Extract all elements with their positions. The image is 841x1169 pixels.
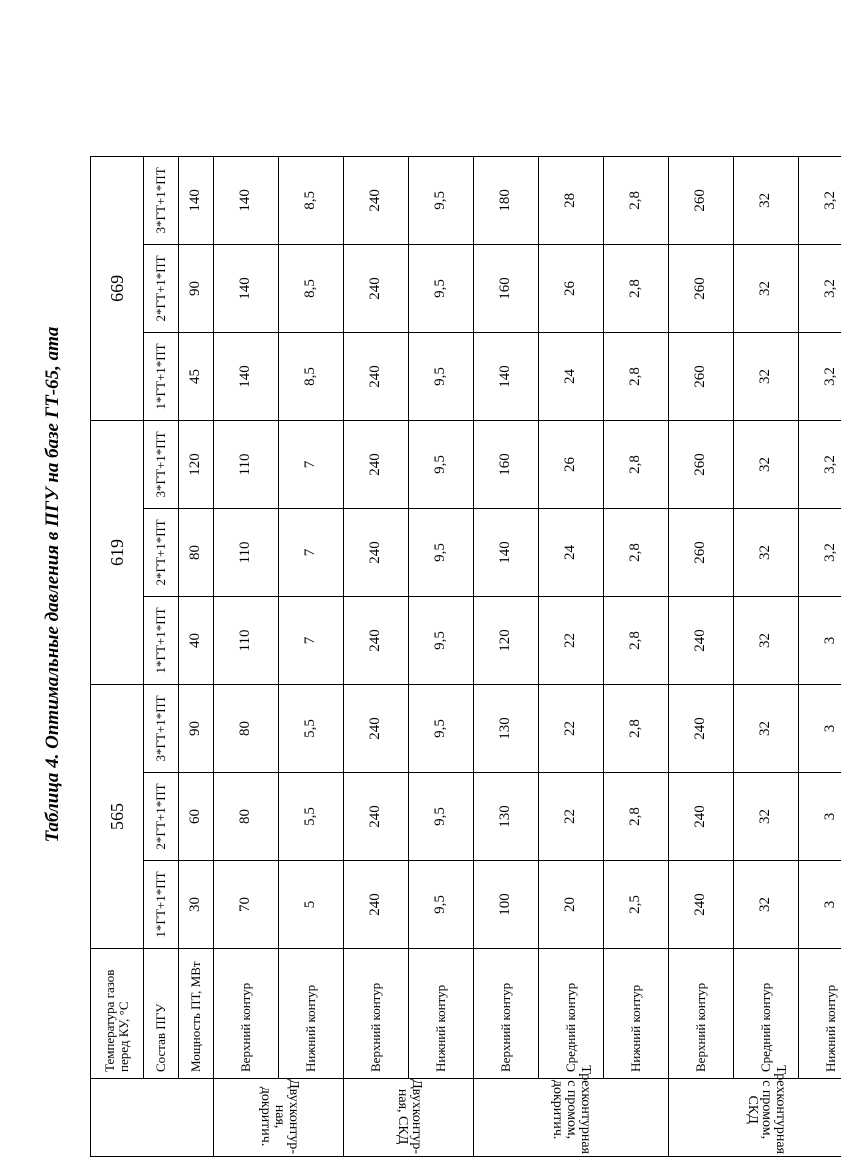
value-cell: 9,5 xyxy=(409,861,474,949)
group-label-cell xyxy=(214,1079,344,1157)
value-cell: 160 xyxy=(474,244,539,332)
value-cell: 32 xyxy=(734,596,799,684)
table-row xyxy=(799,156,841,1156)
value-cell: 260 xyxy=(669,332,734,420)
value-cell: 9,5 xyxy=(409,684,474,772)
pressure-table xyxy=(90,156,841,1157)
value-cell: 32 xyxy=(734,773,799,861)
table-row xyxy=(474,156,539,1156)
row-label: Средний контур xyxy=(734,949,799,1079)
power-cell: 45 xyxy=(179,332,214,420)
value-cell: 140 xyxy=(214,244,279,332)
power-cell: 90 xyxy=(179,244,214,332)
value-cell: 110 xyxy=(214,596,279,684)
value-cell: 7 xyxy=(279,596,344,684)
row-label: Нижний контур xyxy=(604,949,669,1079)
composition-cell: 3*ГТ+1*ПТ xyxy=(144,420,179,508)
value-cell: 3,2 xyxy=(799,156,841,244)
value-cell: 240 xyxy=(344,156,409,244)
value-cell: 260 xyxy=(669,156,734,244)
value-cell: 32 xyxy=(734,244,799,332)
value-cell: 240 xyxy=(344,332,409,420)
composition-cell: 3*ГТ+1*ПТ xyxy=(144,684,179,772)
corner-cell xyxy=(91,1079,214,1157)
value-cell: 240 xyxy=(669,773,734,861)
value-cell: 9,5 xyxy=(409,508,474,596)
value-cell: 26 xyxy=(539,244,604,332)
value-cell: 130 xyxy=(474,684,539,772)
value-cell: 2,8 xyxy=(604,244,669,332)
table-body xyxy=(91,156,841,1156)
group-label-cell xyxy=(474,1065,669,1157)
value-cell: 120 xyxy=(474,596,539,684)
power-cell: 120 xyxy=(179,420,214,508)
value-cell: 2,5 xyxy=(604,861,669,949)
value-cell: 32 xyxy=(734,156,799,244)
temperature-669: 669 xyxy=(91,156,144,420)
value-cell: 9,5 xyxy=(409,244,474,332)
value-cell: 3 xyxy=(799,773,841,861)
temperature-header-label: Температура газов перед КУ, °С xyxy=(91,949,144,1079)
value-cell: 3,2 xyxy=(799,244,841,332)
value-cell: 3,2 xyxy=(799,508,841,596)
value-cell: 32 xyxy=(734,508,799,596)
value-cell: 2,8 xyxy=(604,684,669,772)
power-cell: 140 xyxy=(179,156,214,244)
value-cell: 240 xyxy=(344,596,409,684)
table-container xyxy=(90,157,841,1157)
header-row-temperature xyxy=(91,156,144,1156)
value-cell: 24 xyxy=(539,332,604,420)
value-cell: 5 xyxy=(279,861,344,949)
row-label: Верхний контур xyxy=(214,949,279,1079)
group-label: Двухконтур-ная, СКД xyxy=(394,1079,424,1154)
power-header-label: Мощность ПТ, МВт xyxy=(179,949,214,1079)
value-cell: 8,5 xyxy=(279,156,344,244)
row-label: Верхний контур xyxy=(669,949,734,1079)
composition-cell: 2*ГТ+1*ПТ xyxy=(144,244,179,332)
row-label: Средний контур xyxy=(539,949,604,1079)
value-cell: 8,5 xyxy=(279,244,344,332)
composition-cell: 2*ГТ+1*ПТ xyxy=(144,508,179,596)
table-row xyxy=(669,156,734,1156)
value-cell: 8,5 xyxy=(279,332,344,420)
table-title: Таблица 4. Оптимальные давления в ПГУ на базе ГТ-65, ата xyxy=(42,326,63,843)
value-cell: 260 xyxy=(669,508,734,596)
value-cell: 9,5 xyxy=(409,156,474,244)
value-cell: 5,5 xyxy=(279,773,344,861)
composition-cell: 2*ГТ+1*ПТ xyxy=(144,773,179,861)
header-row-power xyxy=(179,156,214,1156)
power-cell: 90 xyxy=(179,684,214,772)
temperature-619: 619 xyxy=(91,420,144,684)
value-cell: 3 xyxy=(799,861,841,949)
power-cell: 80 xyxy=(179,508,214,596)
value-cell: 22 xyxy=(539,684,604,772)
value-cell: 240 xyxy=(344,773,409,861)
value-cell: 7 xyxy=(279,508,344,596)
value-cell: 22 xyxy=(539,596,604,684)
value-cell: 80 xyxy=(214,684,279,772)
value-cell: 240 xyxy=(669,596,734,684)
value-cell: 7 xyxy=(279,420,344,508)
table-row xyxy=(734,156,799,1156)
value-cell: 240 xyxy=(344,508,409,596)
value-cell: 240 xyxy=(669,861,734,949)
group-label: Трехконтурная с промом, СКД xyxy=(745,1065,788,1154)
value-cell: 240 xyxy=(669,684,734,772)
value-cell: 3 xyxy=(799,596,841,684)
value-cell: 140 xyxy=(214,332,279,420)
group-label-cell xyxy=(669,1065,841,1157)
composition-cell: 1*ГТ+1*ПТ xyxy=(144,332,179,420)
value-cell: 20 xyxy=(539,861,604,949)
table-row xyxy=(214,156,279,1156)
value-cell: 9,5 xyxy=(409,773,474,861)
table-row xyxy=(344,156,409,1156)
table-row xyxy=(279,156,344,1156)
value-cell: 9,5 xyxy=(409,596,474,684)
value-cell: 140 xyxy=(474,332,539,420)
composition-cell: 3*ГТ+1*ПТ xyxy=(144,156,179,244)
value-cell: 32 xyxy=(734,420,799,508)
value-cell: 2,8 xyxy=(604,773,669,861)
value-cell: 240 xyxy=(344,861,409,949)
value-cell: 5,5 xyxy=(279,684,344,772)
value-cell: 70 xyxy=(214,861,279,949)
value-cell: 240 xyxy=(344,244,409,332)
value-cell: 3 xyxy=(799,684,841,772)
power-cell: 30 xyxy=(179,861,214,949)
value-cell: 9,5 xyxy=(409,332,474,420)
value-cell: 110 xyxy=(214,420,279,508)
group-label: Двухконтур-ная, докритич. xyxy=(257,1079,301,1154)
value-cell: 160 xyxy=(474,420,539,508)
value-cell: 2,8 xyxy=(604,508,669,596)
row-label: Верхний контур xyxy=(344,949,409,1079)
row-label: Нижний контур xyxy=(409,949,474,1079)
value-cell: 2,8 xyxy=(604,596,669,684)
power-cell: 40 xyxy=(179,596,214,684)
value-cell: 130 xyxy=(474,773,539,861)
value-cell: 2,8 xyxy=(604,332,669,420)
row-label: Верхний контур xyxy=(474,949,539,1079)
value-cell: 24 xyxy=(539,508,604,596)
value-cell: 140 xyxy=(214,156,279,244)
power-cell: 60 xyxy=(179,773,214,861)
value-cell: 32 xyxy=(734,684,799,772)
group-label: Трехконтурная с промом, докритич. xyxy=(550,1065,593,1154)
value-cell: 3,2 xyxy=(799,332,841,420)
row-label: Нижний контур xyxy=(799,949,841,1079)
table-row xyxy=(604,156,669,1156)
value-cell: 110 xyxy=(214,508,279,596)
value-cell: 100 xyxy=(474,861,539,949)
table-row xyxy=(409,156,474,1156)
value-cell: 3,2 xyxy=(799,420,841,508)
value-cell: 260 xyxy=(669,420,734,508)
value-cell: 28 xyxy=(539,156,604,244)
value-cell: 140 xyxy=(474,508,539,596)
value-cell: 240 xyxy=(344,684,409,772)
value-cell: 80 xyxy=(214,773,279,861)
value-cell: 260 xyxy=(669,244,734,332)
temperature-565: 565 xyxy=(91,684,144,948)
composition-cell: 1*ГТ+1*ПТ xyxy=(144,596,179,684)
value-cell: 240 xyxy=(344,420,409,508)
value-cell: 9,5 xyxy=(409,420,474,508)
group-label-cell xyxy=(344,1079,474,1157)
value-cell: 32 xyxy=(734,332,799,420)
header-row-composition xyxy=(144,156,179,1156)
row-label: Нижний контур xyxy=(279,949,344,1079)
value-cell: 180 xyxy=(474,156,539,244)
value-cell: 22 xyxy=(539,773,604,861)
value-cell: 2,8 xyxy=(604,156,669,244)
table-row xyxy=(539,156,604,1156)
composition-header-label: Состав ПГУ xyxy=(144,949,179,1079)
value-cell: 32 xyxy=(734,861,799,949)
value-cell: 2,8 xyxy=(604,420,669,508)
value-cell: 26 xyxy=(539,420,604,508)
composition-cell: 1*ГТ+1*ПТ xyxy=(144,861,179,949)
